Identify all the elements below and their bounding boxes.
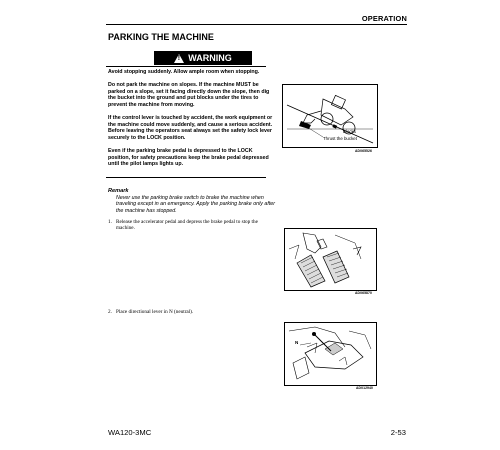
footer-page-number: 2-53 (390, 428, 406, 437)
pedals-illustration (285, 229, 376, 290)
section-header: OPERATION (361, 14, 407, 23)
warning-label: WARNING (188, 53, 232, 63)
warning-paragraph-2: Do not park the machine on slopes. If the machine MUST be parked on a slope, set it facing directly down the slope, then dig the bucket into the ground and put blocks under the tires to prevent the machine from moving. (108, 82, 270, 108)
step-2-text: Place directional lever in N (neutral). (116, 309, 194, 315)
warning-symbol: ! (177, 54, 181, 62)
figure-label-blocks: Blocks (343, 129, 356, 134)
figure-id-2: AD065870 (355, 291, 373, 295)
warning-banner (154, 51, 252, 65)
warning-paragraph-3: If the control lever is touched by accident, the work equipment or the machine could move suddenly, and cause a serious accident. Before leaving the operators seat always set the safety lock lever securely to the LOCK position. (108, 115, 273, 141)
remark-title: Remark (108, 188, 129, 194)
figure-label-thrust-bucket: Thrust the bucket (323, 136, 357, 141)
figure-id-3: AD012940 (356, 386, 374, 390)
footer-model: WA120-3MC (108, 428, 152, 437)
figure-pedals (284, 228, 377, 291)
figure-label-n: N (295, 340, 299, 345)
step-2-number: 2. (108, 309, 112, 315)
figure-directional-lever (284, 322, 377, 386)
warning-paragraph-4: Even if the parking brake pedal is depressed to the LOCK position, for safety precautions keep the brake pedal depressed until the pilot lamps lights up. (108, 148, 269, 168)
warning-end-rule (106, 177, 266, 178)
page-title: PARKING THE MACHINE (108, 32, 214, 42)
header-rule (106, 24, 407, 25)
remark-text: Never use the parking brake switch to brake the machine when traveling except in an emergency. Apply the parking brake only after the machine has stopped. (116, 195, 275, 214)
warning-triangle-icon (174, 54, 184, 63)
warning-rule (106, 66, 266, 67)
step-1-text: Release the accelerator pedal and depress the brake pedal to stop the machine. (116, 219, 258, 232)
lever-illustration (285, 323, 376, 385)
figure-slope-parking (282, 84, 378, 148)
step-1-number: 1. (108, 219, 112, 225)
figure-id-1: AD065526 (355, 149, 373, 153)
warning-paragraph-1: Avoid stopping suddenly. Allow ample room when stopping. (108, 69, 260, 75)
